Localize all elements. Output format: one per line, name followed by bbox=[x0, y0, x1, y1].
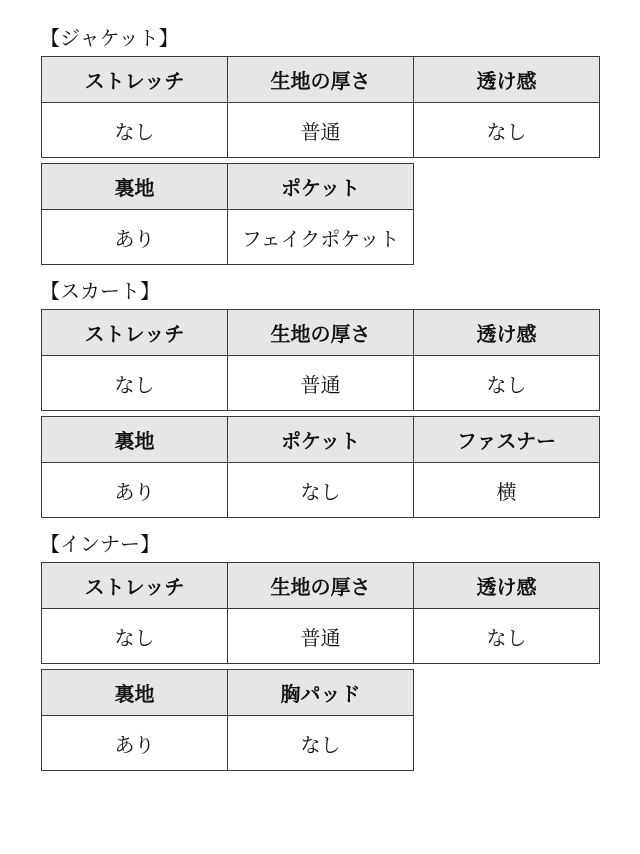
value-cell-pocket: フェイクポケット bbox=[228, 210, 414, 265]
value-cell-lining: あり bbox=[42, 210, 228, 265]
header-cell-stretch: ストレッチ bbox=[42, 563, 228, 609]
value-cell-sheerness: なし bbox=[414, 356, 600, 411]
inner-spec-table-2 bbox=[41, 669, 414, 771]
value-cell-sheerness: なし bbox=[414, 609, 600, 664]
inner-spec-table-1 bbox=[41, 562, 600, 664]
header-cell-thickness: 生地の厚さ bbox=[228, 563, 414, 609]
value-cell-thickness: 普通 bbox=[228, 103, 414, 158]
jacket-spec-table-1 bbox=[41, 56, 600, 158]
header-cell-sheerness: 透け感 bbox=[414, 563, 600, 609]
section-title-jacket: 【ジャケット】 bbox=[40, 26, 179, 50]
skirt-spec-table-1 bbox=[41, 309, 600, 411]
jacket-spec-table-2 bbox=[41, 163, 414, 265]
header-cell-thickness: 生地の厚さ bbox=[228, 57, 414, 103]
header-cell-sheerness: 透け感 bbox=[414, 57, 600, 103]
header-cell-stretch: ストレッチ bbox=[42, 310, 228, 356]
header-cell-sheerness: 透け感 bbox=[414, 310, 600, 356]
header-cell-zipper: ファスナー bbox=[414, 417, 600, 463]
header-cell-pocket: ポケット bbox=[228, 417, 414, 463]
value-cell-pocket: なし bbox=[228, 463, 414, 518]
value-cell-thickness: 普通 bbox=[228, 356, 414, 411]
value-cell-thickness: 普通 bbox=[228, 609, 414, 664]
skirt-spec-table-2 bbox=[41, 416, 600, 518]
header-cell-lining: 裏地 bbox=[42, 417, 228, 463]
value-cell-stretch: なし bbox=[42, 609, 228, 664]
section-title-skirt: 【スカート】 bbox=[40, 279, 160, 303]
header-cell-thickness: 生地の厚さ bbox=[228, 310, 414, 356]
value-cell-sheerness: なし bbox=[414, 103, 600, 158]
header-cell-lining: 裏地 bbox=[42, 670, 228, 716]
section-title-inner: 【インナー】 bbox=[40, 532, 160, 556]
value-cell-stretch: なし bbox=[42, 103, 228, 158]
header-cell-lining: 裏地 bbox=[42, 164, 228, 210]
header-cell-stretch: ストレッチ bbox=[42, 57, 228, 103]
value-cell-stretch: なし bbox=[42, 356, 228, 411]
value-cell-bust-pad: なし bbox=[228, 716, 414, 771]
value-cell-zipper: 横 bbox=[414, 463, 600, 518]
header-cell-bust-pad: 胸パッド bbox=[228, 670, 414, 716]
header-cell-pocket: ポケット bbox=[228, 164, 414, 210]
value-cell-lining: あり bbox=[42, 463, 228, 518]
value-cell-lining: あり bbox=[42, 716, 228, 771]
